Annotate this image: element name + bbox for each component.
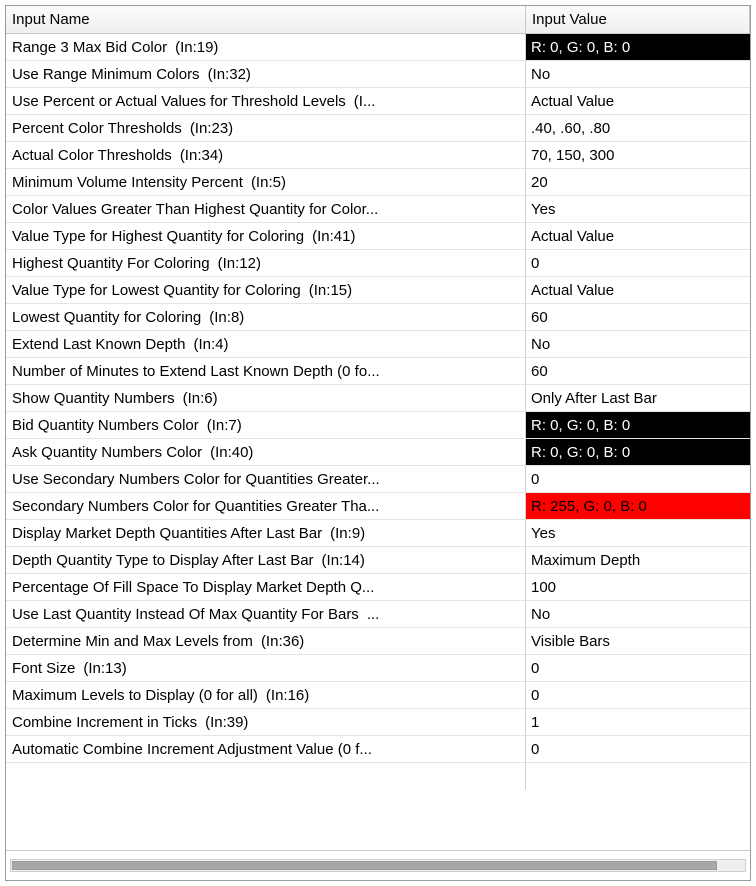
input-reference-label: (I... [353,92,376,110]
empty-value-cell [526,763,750,790]
table-row[interactable] [6,88,750,115]
input-name-label: Value Type for Lowest Quantity for Coloring [12,281,301,299]
input-value-cell[interactable] [526,142,750,168]
input-value-label: Actual Value [531,227,615,245]
input-reference-label: (In:5) [250,173,286,191]
scrollbar-thumb[interactable] [12,861,717,870]
input-name-cell[interactable] [6,412,526,438]
input-name-cell[interactable] [6,466,526,492]
table-row[interactable] [6,142,750,169]
input-value-cell[interactable] [526,277,750,303]
input-name-cell[interactable] [6,385,526,411]
input-name-label: Secondary Numbers Color for Quantities Greater Tha... [12,497,380,515]
color-value-cell[interactable] [526,439,750,465]
input-value-cell[interactable] [526,61,750,87]
color-value-cell[interactable] [526,493,750,519]
input-name-label: Use Secondary Numbers Color for Quantities Greater... [12,470,380,488]
input-name-cell[interactable] [6,61,526,87]
input-name-cell[interactable] [6,682,526,708]
input-value-label: R: 0, G: 0, B: 0 [531,38,631,56]
input-name-label: Range 3 Max Bid Color [12,38,168,56]
input-reference-label: (In:15) [308,281,353,299]
input-value-label: .40, .60, .80 [531,119,611,137]
table-row[interactable] [6,655,750,682]
input-name-label: Lowest Quantity for Coloring [12,308,202,326]
input-name-label: Display Market Depth Quantities After Last Bar [12,524,323,542]
input-name-cell[interactable] [6,493,526,519]
input-value-label: 0 [531,470,540,488]
empty-grid-row [6,763,750,790]
input-value-cell[interactable] [526,601,750,627]
input-name-cell[interactable] [6,736,526,762]
color-value-cell[interactable] [526,412,750,438]
input-name-cell[interactable] [6,223,526,249]
table-row[interactable] [6,385,750,412]
input-reference-label: (In:14) [321,551,365,569]
input-reference-label: (In:9) [330,524,366,542]
input-value-label: 70, 150, 300 [531,146,615,164]
input-reference-label: (In:12) [217,254,261,272]
table-row[interactable] [6,601,750,628]
input-name-cell[interactable] [6,331,526,357]
table-row[interactable] [6,520,750,547]
scrollbar-track[interactable] [10,859,746,872]
table-row[interactable] [6,331,750,358]
input-name-cell[interactable] [6,547,526,573]
input-reference-label: (In:8) [209,308,245,326]
input-value-cell[interactable] [526,223,750,249]
table-row[interactable] [6,493,750,520]
table-row[interactable] [6,304,750,331]
input-name-label: Combine Increment in Ticks [12,713,198,731]
input-name-label: Use Range Minimum Colors [12,65,200,83]
table-row[interactable] [6,250,750,277]
input-name-cell[interactable] [6,358,526,384]
input-name-cell[interactable] [6,628,526,654]
table-row[interactable] [6,223,750,250]
input-name-label: Depth Quantity Type to Display After Last Bar [12,551,314,569]
input-name-label: Determine Min and Max Levels from [12,632,253,650]
input-value-label: R: 0, G: 0, B: 0 [531,443,631,461]
input-name-cell[interactable] [6,709,526,735]
input-name-cell[interactable] [6,520,526,546]
input-reference-label: (In:13) [83,659,127,677]
input-reference-label: ... [366,605,380,623]
color-value-cell[interactable] [526,34,750,60]
table-row[interactable] [6,466,750,493]
input-name-cell[interactable] [6,142,526,168]
input-name-cell[interactable] [6,574,526,600]
input-name-label: Use Last Quantity Instead Of Max Quantity For Bars [12,605,359,623]
input-value-cell[interactable] [526,304,750,330]
input-name-label: Percentage Of Fill Space To Display Market Depth Q... [12,578,375,596]
input-reference-label: (In:32) [207,65,251,83]
input-reference-label: (In:16) [265,686,310,704]
table-row[interactable] [6,547,750,574]
settings-window [5,5,751,881]
table-row[interactable] [6,709,750,736]
input-value-label: Maximum Depth [531,551,641,569]
input-name-label: Value Type for Highest Quantity for Coloring [12,227,305,245]
input-name-cell[interactable] [6,250,526,276]
input-name-cell[interactable] [6,115,526,141]
input-value-label: 100 [531,578,557,596]
input-value-cell[interactable] [526,88,750,114]
input-value-cell[interactable] [526,358,750,384]
input-reference-label: (In:23) [189,119,234,137]
input-name-cell[interactable] [6,655,526,681]
input-value-label: 0 [531,659,540,677]
table-row[interactable] [6,439,750,466]
input-value-cell[interactable] [526,574,750,600]
input-value-label: Yes [531,200,556,218]
input-name-cell[interactable] [6,277,526,303]
input-name-label: Bid Quantity Numbers Color [12,416,199,434]
input-value-cell[interactable] [526,709,750,735]
input-reference-label: (In:6) [182,389,218,407]
grid-header-row [6,6,750,34]
table-row[interactable] [6,574,750,601]
input-name-cell[interactable] [6,439,526,465]
input-value-label: Actual Value [531,92,615,110]
table-row[interactable] [6,682,750,709]
input-reference-label: (In:19) [175,38,219,56]
input-name-label: Minimum Volume Intensity Percent [12,173,243,191]
table-row[interactable] [6,628,750,655]
input-reference-label: (In:39) [205,713,249,731]
input-name-label: Maximum Levels to Display (0 for all) [12,686,258,704]
input-grid [6,6,750,850]
input-reference-label: (In:7) [206,416,242,434]
input-value-cell[interactable] [526,331,750,357]
table-row[interactable] [6,277,750,304]
input-value-cell[interactable] [526,466,750,492]
input-name-cell[interactable] [6,196,526,222]
table-row[interactable] [6,169,750,196]
input-value-cell[interactable] [526,736,750,762]
input-value-cell[interactable] [526,547,750,573]
input-value-cell[interactable] [526,655,750,681]
input-value-label: Visible Bars [531,632,610,650]
input-value-label: 1 [531,713,540,731]
grid-rows [6,34,750,850]
column-header-input-value[interactable]: Input Value [526,6,750,33]
empty-name-cell [6,763,526,790]
input-value-label: R: 0, G: 0, B: 0 [531,416,631,434]
input-name-label: Percent Color Thresholds [12,119,182,137]
table-row[interactable] [6,34,750,61]
table-row[interactable] [6,196,750,223]
input-value-label: 0 [531,254,540,272]
table-row[interactable] [6,115,750,142]
input-value-label: No [531,65,551,83]
input-name-label: Font Size [12,659,76,677]
input-value-label: Only After Last Bar [531,389,657,407]
input-reference-label: (In:4) [193,335,229,353]
input-name-cell[interactable] [6,304,526,330]
input-name-label: Actual Color Thresholds [12,146,172,164]
input-name-label: Highest Quantity For Coloring [12,254,210,272]
input-value-cell[interactable] [526,682,750,708]
input-value-cell[interactable] [526,628,750,654]
input-value-cell[interactable] [526,169,750,195]
input-value-label: 0 [531,740,540,758]
input-name-cell[interactable] [6,88,526,114]
input-reference-label: (In:41) [312,227,356,245]
input-value-label: 0 [531,686,540,704]
table-row[interactable] [6,61,750,88]
input-name-label: Use Percent or Actual Values for Threshold Levels [12,92,346,110]
input-value-label: No [531,335,551,353]
input-reference-label: (In:34) [179,146,224,164]
input-name-label: Extend Last Known Depth [12,335,186,353]
input-value-label: Actual Value [531,281,615,299]
input-name-cell[interactable] [6,601,526,627]
input-value-cell[interactable] [526,250,750,276]
input-value-label: R: 255, G: 0, B: 0 [531,497,647,515]
input-value-cell[interactable] [526,385,750,411]
input-name-label: Automatic Combine Increment Adjustment Value (0 f... [12,740,372,758]
input-reference-label: (In:36) [260,632,305,650]
input-name-label: Number of Minutes to Extend Last Known Depth (0 fo... [12,362,380,380]
input-reference-label: (In:40) [210,443,254,461]
input-value-label: Yes [531,524,556,542]
input-name-cell[interactable] [6,169,526,195]
horizontal-scrollbar[interactable] [6,850,750,880]
input-name-label: Ask Quantity Numbers Color [12,443,203,461]
input-value-label: No [531,605,551,623]
table-row[interactable] [6,736,750,763]
input-value-cell[interactable] [526,520,750,546]
input-value-label: 20 [531,173,548,191]
input-value-label: 60 [531,308,548,326]
input-value-label: 60 [531,362,548,380]
table-row[interactable] [6,358,750,385]
input-value-cell[interactable] [526,196,750,222]
table-row[interactable] [6,412,750,439]
input-value-cell[interactable] [526,115,750,141]
column-header-input-name[interactable]: Input Name [6,6,526,33]
input-name-cell[interactable] [6,34,526,60]
input-name-label: Color Values Greater Than Highest Quantity for Color... [12,200,379,218]
input-name-label: Show Quantity Numbers [12,389,175,407]
